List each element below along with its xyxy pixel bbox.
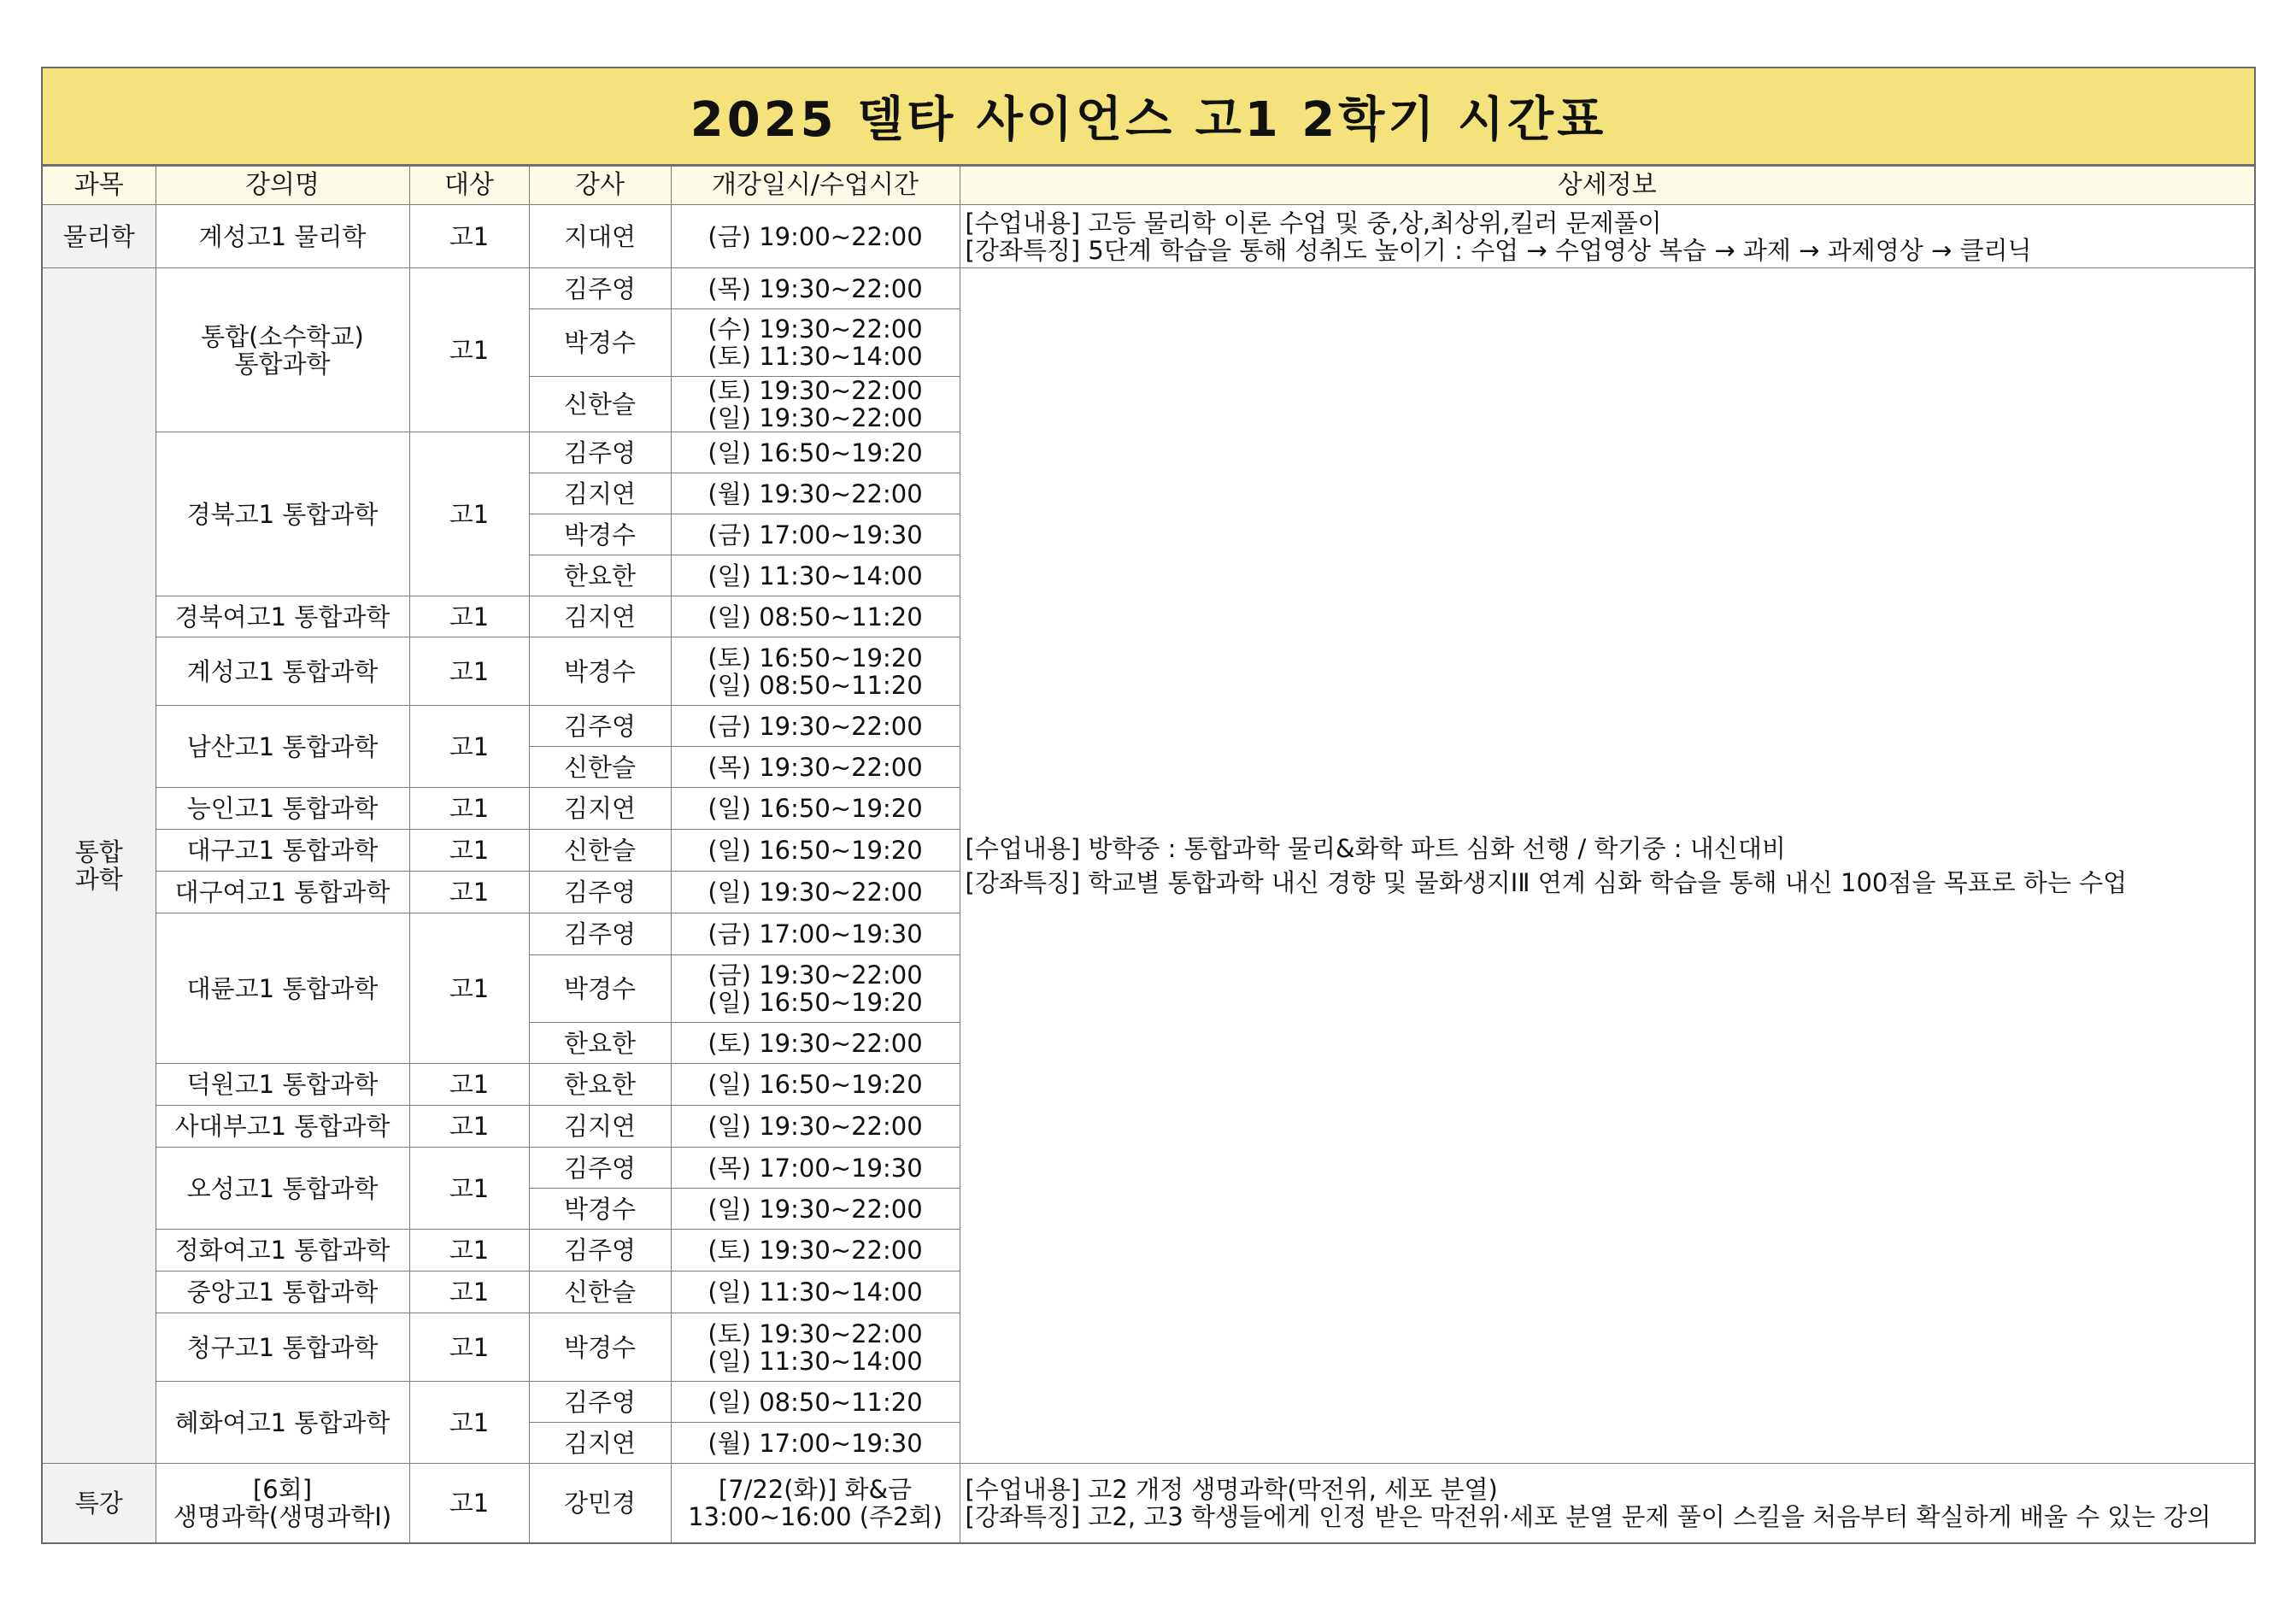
- lecture-cell: 오성고1 통합과학: [156, 1148, 409, 1230]
- time-cell: (일) 08:50~11:20: [671, 596, 960, 637]
- time-line: (일) 11:30~14:00: [708, 1346, 923, 1376]
- teacher-cell: 신한슬: [529, 747, 671, 788]
- teacher-cell: 박경수: [529, 309, 671, 377]
- detail-content: [수업내용] 방학중 : 통합과학 물리&화학 파트 심화 선행 / 학기중 : 내신대비: [965, 834, 1786, 863]
- target-cell: 고1: [409, 432, 529, 596]
- time-cell: (월) 19:30~22:00: [671, 473, 960, 514]
- target-cell: 고1: [409, 596, 529, 637]
- target-cell: 고1: [409, 1230, 529, 1272]
- time-line: (금) 19:30~22:00: [708, 960, 923, 990]
- time-line: (토) 16:50~19:20: [708, 643, 923, 672]
- detail-content: [수업내용] 고등 물리학 이론 수업 및 중,상,최상위,킬러 문제풀이: [965, 208, 1662, 238]
- lecture-line: 통합(소수학교): [201, 321, 364, 351]
- time-line: 13:00~16:00 (주2회): [688, 1501, 942, 1531]
- time-line: (토) 19:30~22:00: [708, 1319, 923, 1348]
- target-cell: 고1: [409, 830, 529, 872]
- teacher-cell: 김지연: [529, 1423, 671, 1464]
- subject-line: 통합: [74, 837, 123, 866]
- time-cell: (일) 19:30~22:00: [671, 1189, 960, 1230]
- detail-content: [수업내용] 고2 개정 생명과학(막전위, 세포 분열): [965, 1474, 1498, 1504]
- time-cell: [671, 637, 960, 706]
- time-cell: (일) 08:50~11:20: [671, 1382, 960, 1423]
- time-line: (수) 19:30~22:00: [708, 314, 923, 344]
- time-line: [7/22(화)] 화&금: [718, 1474, 913, 1504]
- header-subject: 과목: [43, 167, 156, 205]
- target-cell: 고1: [409, 1064, 529, 1106]
- time-cell: (일) 19:30~22:00: [671, 872, 960, 913]
- teacher-cell: 김주영: [529, 872, 671, 913]
- target-cell: 고1: [409, 872, 529, 913]
- lecture-cell: 정화여고1 통합과학: [156, 1230, 409, 1272]
- subject-cell: [43, 268, 156, 1464]
- teacher-cell: 김주영: [529, 432, 671, 473]
- header-teacher: 강사: [529, 167, 671, 205]
- lecture-cell: [156, 268, 409, 432]
- header-lecture: 강의명: [156, 167, 409, 205]
- page-title: 2025 델타 사이언스 고1 2학기 시간표: [43, 68, 2254, 166]
- subject-cell: 특강: [43, 1464, 156, 1542]
- header-schedule: 개강일시/수업시간: [671, 167, 960, 205]
- teacher-cell: 김지연: [529, 788, 671, 830]
- target-cell: 고1: [409, 268, 529, 432]
- target-cell: 고1: [409, 1313, 529, 1382]
- lecture-cell: 계성고1 물리학: [156, 205, 409, 268]
- time-cell: (토) 19:30~22:00: [671, 1230, 960, 1272]
- lecture-cell: 사대부고1 통합과학: [156, 1106, 409, 1148]
- time-cell: [671, 377, 960, 432]
- lecture-cell: 중앙고1 통합과학: [156, 1272, 409, 1313]
- time-cell: (금) 19:00~22:00: [671, 205, 960, 268]
- lecture-line: 생명과학(생명과학Ⅰ): [173, 1501, 392, 1531]
- teacher-cell: 김주영: [529, 1382, 671, 1423]
- lecture-line: [6회]: [252, 1474, 313, 1504]
- time-cell: (금) 17:00~19:30: [671, 913, 960, 955]
- lecture-cell: 능인고1 통합과학: [156, 788, 409, 830]
- teacher-cell: 박경수: [529, 514, 671, 555]
- time-cell: (금) 17:00~19:30: [671, 514, 960, 555]
- target-cell: 고1: [409, 205, 529, 268]
- teacher-cell: 한요한: [529, 1023, 671, 1064]
- teacher-cell: 김지연: [529, 596, 671, 637]
- lecture-cell: 청구고1 통합과학: [156, 1313, 409, 1382]
- lecture-cell: 혜화여고1 통합과학: [156, 1382, 409, 1464]
- teacher-cell: 강민경: [529, 1464, 671, 1542]
- target-cell: 고1: [409, 706, 529, 788]
- teacher-cell: 신한슬: [529, 377, 671, 432]
- teacher-cell: 김주영: [529, 1148, 671, 1189]
- teacher-cell: 한요한: [529, 555, 671, 596]
- detail-cell: [960, 205, 2254, 268]
- lecture-cell: 계성고1 통합과학: [156, 637, 409, 706]
- time-cell: (목) 19:30~22:00: [671, 268, 960, 309]
- header-target: 대상: [409, 167, 529, 205]
- time-cell: (일) 11:30~14:00: [671, 1272, 960, 1313]
- detail-feature: [강좌특징] 학교별 통합과학 내신 경향 및 물화생지ⅠⅡ 연계 심화 학습을 통해 내신 100점을 목표로 하는 수업: [965, 868, 2128, 897]
- time-line: (토) 19:30~22:00: [708, 376, 923, 405]
- teacher-cell: 지대연: [529, 205, 671, 268]
- detail-cell: [960, 268, 2254, 1464]
- teacher-cell: 김주영: [529, 913, 671, 955]
- target-cell: 고1: [409, 913, 529, 1064]
- teacher-cell: 박경수: [529, 1189, 671, 1230]
- time-cell: [671, 1313, 960, 1382]
- target-cell: 고1: [409, 1106, 529, 1148]
- teacher-cell: 신한슬: [529, 830, 671, 872]
- target-cell: 고1: [409, 1382, 529, 1464]
- table-row: [43, 205, 2254, 268]
- teacher-cell: 박경수: [529, 955, 671, 1023]
- time-line: (일) 19:30~22:00: [708, 403, 923, 432]
- subject-cell: 물리학: [43, 205, 156, 268]
- time-cell: (금) 19:30~22:00: [671, 706, 960, 747]
- target-cell: 고1: [409, 637, 529, 706]
- teacher-cell: 김주영: [529, 1230, 671, 1272]
- time-cell: (일) 16:50~19:20: [671, 432, 960, 473]
- lecture-line: 통합과학: [234, 349, 331, 379]
- lecture-cell: 덕원고1 통합과학: [156, 1064, 409, 1106]
- target-cell: 고1: [409, 1272, 529, 1313]
- header-details: 상세정보: [960, 167, 2254, 205]
- lecture-cell: 대구여고1 통합과학: [156, 872, 409, 913]
- timetable-sheet: [41, 67, 2256, 1544]
- lecture-cell: 경북여고1 통합과학: [156, 596, 409, 637]
- table-row: [43, 1464, 2254, 1542]
- time-cell: (일) 16:50~19:20: [671, 788, 960, 830]
- time-line: (일) 08:50~11:20: [708, 670, 923, 700]
- target-cell: 고1: [409, 788, 529, 830]
- teacher-cell: 김지연: [529, 473, 671, 514]
- teacher-cell: 한요한: [529, 1064, 671, 1106]
- teacher-cell: 박경수: [529, 1313, 671, 1382]
- time-cell: (토) 19:30~22:00: [671, 1023, 960, 1064]
- teacher-cell: 신한슬: [529, 1272, 671, 1313]
- teacher-cell: 박경수: [529, 637, 671, 706]
- time-cell: (월) 17:00~19:30: [671, 1423, 960, 1464]
- lecture-cell: 남산고1 통합과학: [156, 706, 409, 788]
- time-cell: (일) 11:30~14:00: [671, 555, 960, 596]
- lecture-cell: [156, 1464, 409, 1542]
- subject-line: 과학: [74, 865, 123, 894]
- target-cell: 고1: [409, 1464, 529, 1542]
- target-cell: 고1: [409, 1148, 529, 1230]
- teacher-cell: 김지연: [529, 1106, 671, 1148]
- time-cell: (일) 16:50~19:20: [671, 830, 960, 872]
- table-row: [43, 268, 2254, 309]
- time-cell: [671, 1464, 960, 1542]
- time-cell: [671, 955, 960, 1023]
- lecture-cell: 대륜고1 통합과학: [156, 913, 409, 1064]
- teacher-cell: 김주영: [529, 268, 671, 309]
- teacher-cell: 김주영: [529, 706, 671, 747]
- timetable: [43, 166, 2254, 1542]
- time-cell: (목) 17:00~19:30: [671, 1148, 960, 1189]
- lecture-cell: 대구고1 통합과학: [156, 830, 409, 872]
- detail-cell: [960, 1464, 2254, 1542]
- detail-feature: [강좌특징] 고2, 고3 학생들에게 인정 받은 막전위·세포 분열 문제 풀이 스킬을 처음부터 확실하게 배울 수 있는 강의: [965, 1501, 2211, 1531]
- lecture-cell: 경북고1 통합과학: [156, 432, 409, 596]
- time-cell: (일) 19:30~22:00: [671, 1106, 960, 1148]
- header-row: [43, 167, 2254, 205]
- time-cell: (일) 16:50~19:20: [671, 1064, 960, 1106]
- time-line: (토) 11:30~14:00: [708, 342, 923, 371]
- time-line: (일) 16:50~19:20: [708, 988, 923, 1017]
- time-cell: (목) 19:30~22:00: [671, 747, 960, 788]
- detail-feature: [강좌특징] 5단계 학습을 통해 성취도 높이기 : 수업 → 수업영상 복습 → 과제 → 과제영상 → 클리닉: [965, 235, 2032, 265]
- time-cell: [671, 309, 960, 377]
